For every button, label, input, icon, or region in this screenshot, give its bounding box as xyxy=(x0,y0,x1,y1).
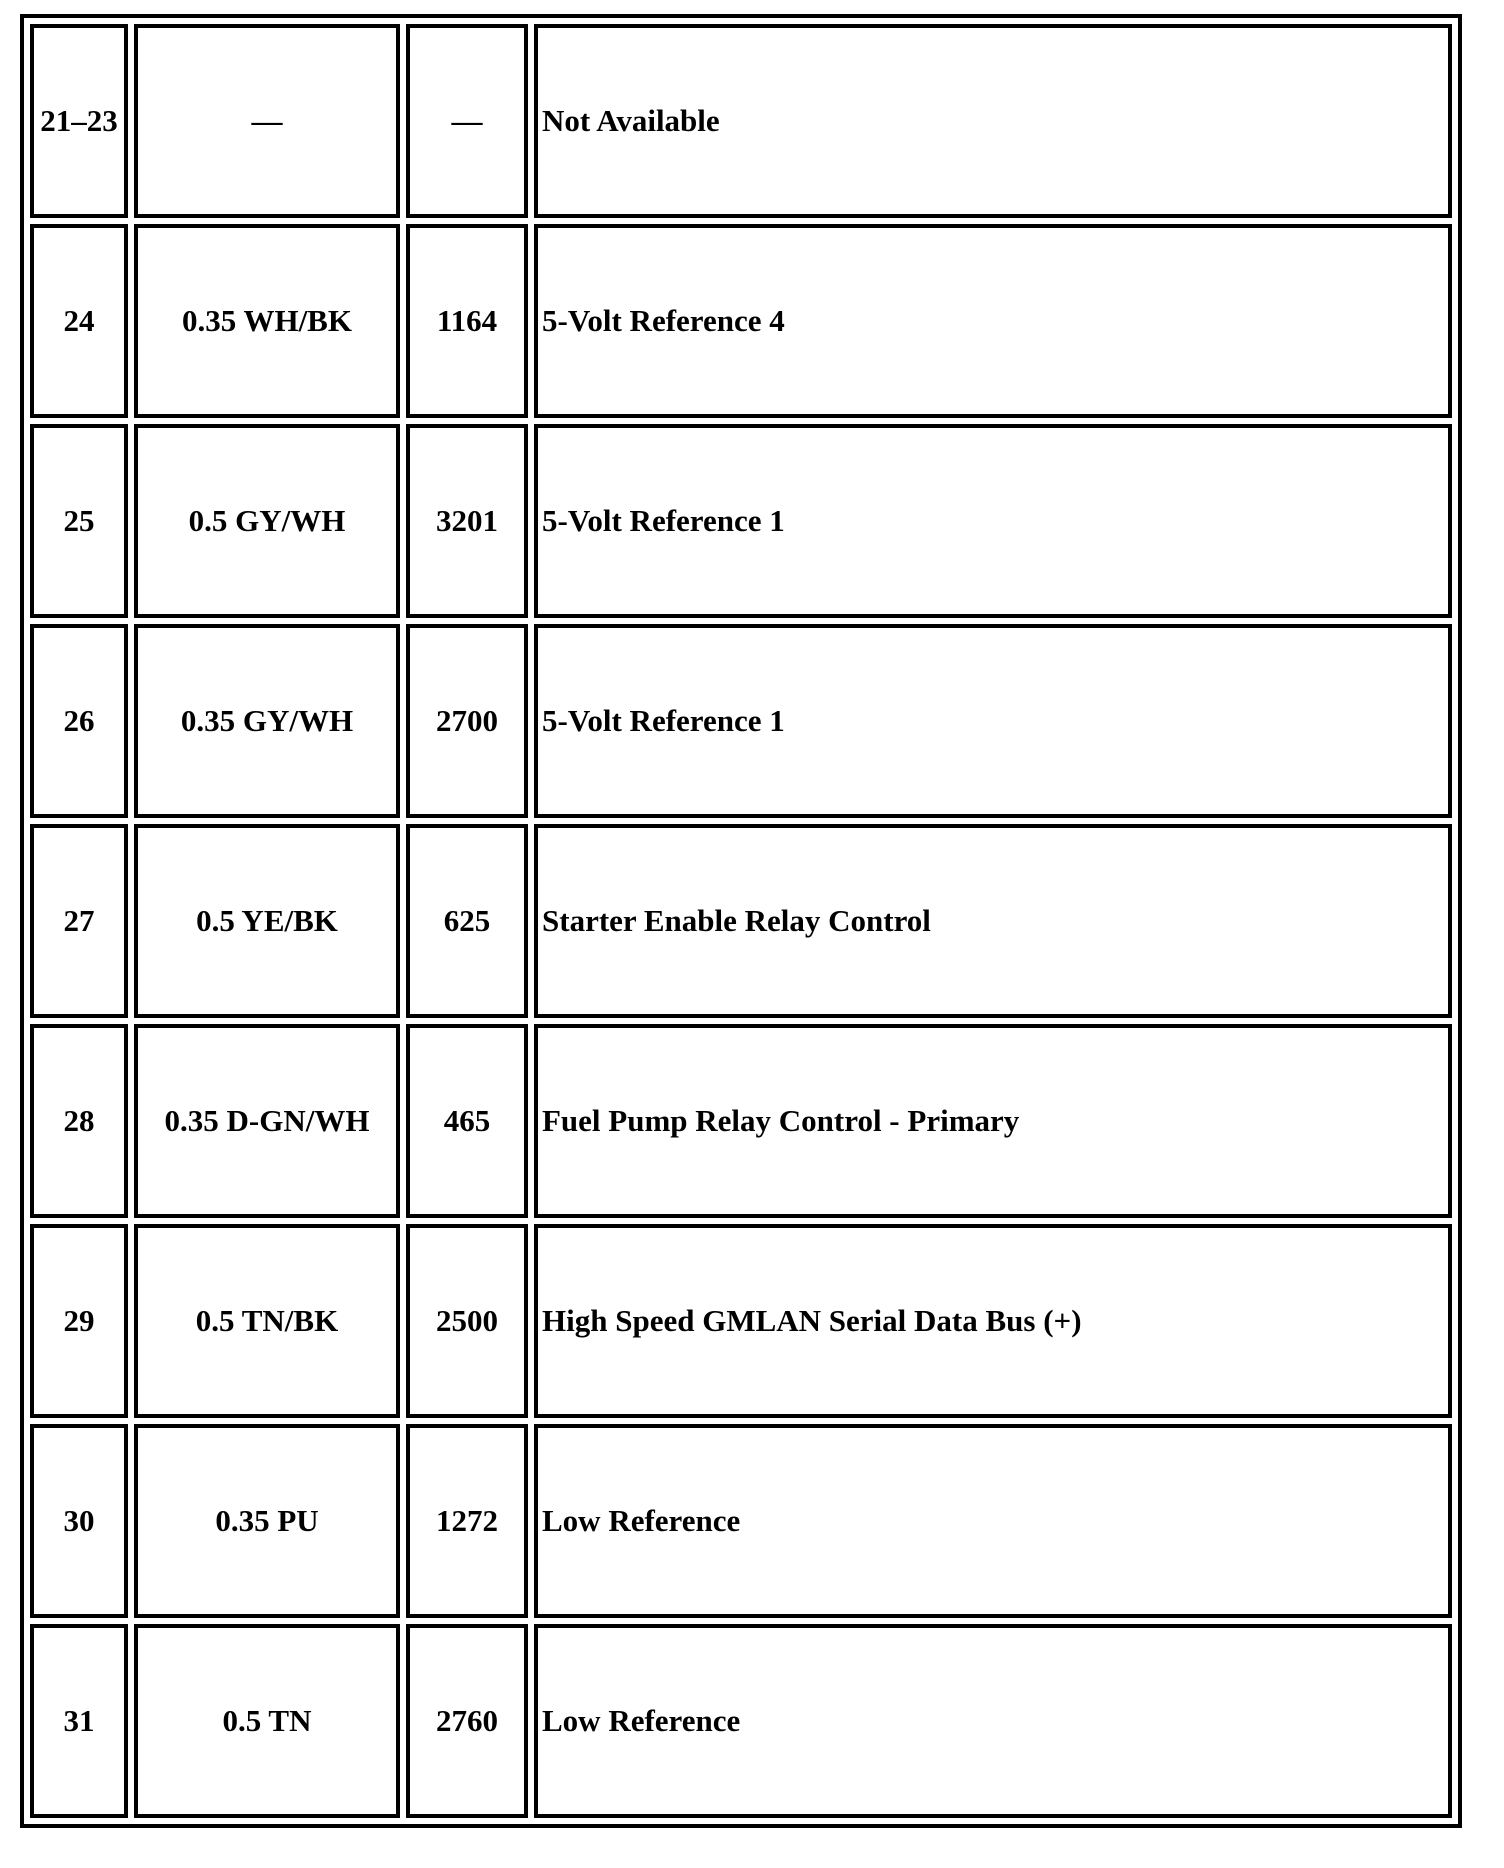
circuit-number-cell: 2500 xyxy=(406,1224,528,1418)
pin-cell: 31 xyxy=(30,1624,128,1818)
function-cell: High Speed GMLAN Serial Data Bus (+) xyxy=(534,1224,1452,1418)
function-cell: Low Reference xyxy=(534,1424,1452,1618)
function-cell: Not Available xyxy=(534,24,1452,218)
pin-cell: 24 xyxy=(30,224,128,418)
wire-color-cell: 0.35 D-GN/WH xyxy=(134,1024,400,1218)
wire-color-cell: 0.35 PU xyxy=(134,1424,400,1618)
pin-cell: 26 xyxy=(30,624,128,818)
wire-color-cell: — xyxy=(134,24,400,218)
pin-cell: 30 xyxy=(30,1424,128,1618)
function-cell: Starter Enable Relay Control xyxy=(534,824,1452,1018)
circuit-number-cell: 3201 xyxy=(406,424,528,618)
circuit-number-cell: 465 xyxy=(406,1024,528,1218)
function-cell: Low Reference xyxy=(534,1624,1452,1818)
function-cell: Fuel Pump Relay Control - Primary xyxy=(534,1024,1452,1218)
pin-table-body xyxy=(30,24,1452,1818)
function-cell: 5-Volt Reference 4 xyxy=(534,224,1452,418)
circuit-number-cell: 1272 xyxy=(406,1424,528,1618)
circuit-number-cell: — xyxy=(406,24,528,218)
table-row xyxy=(30,424,1452,618)
circuit-number-cell: 1164 xyxy=(406,224,528,418)
wire-color-cell: 0.35 WH/BK xyxy=(134,224,400,418)
pin-cell: 21–23 xyxy=(30,24,128,218)
pin-cell: 28 xyxy=(30,1024,128,1218)
table-row xyxy=(30,1224,1452,1418)
table-row xyxy=(30,224,1452,418)
pin-cell: 25 xyxy=(30,424,128,618)
table-row xyxy=(30,1024,1452,1218)
table-row xyxy=(30,1624,1452,1818)
wire-color-cell: 0.5 YE/BK xyxy=(134,824,400,1018)
pin-cell: 27 xyxy=(30,824,128,1018)
wire-color-cell: 0.5 TN/BK xyxy=(134,1224,400,1418)
wire-color-cell: 0.5 GY/WH xyxy=(134,424,400,618)
circuit-number-cell: 2700 xyxy=(406,624,528,818)
wire-color-cell: 0.5 TN xyxy=(134,1624,400,1818)
wire-color-cell: 0.35 GY/WH xyxy=(134,624,400,818)
table-row xyxy=(30,624,1452,818)
pin-cell: 29 xyxy=(30,1224,128,1418)
connector-pin-table xyxy=(20,14,1462,1828)
table-row xyxy=(30,1424,1452,1618)
function-cell: 5-Volt Reference 1 xyxy=(534,624,1452,818)
function-cell: 5-Volt Reference 1 xyxy=(534,424,1452,618)
table-row xyxy=(30,824,1452,1018)
circuit-number-cell: 625 xyxy=(406,824,528,1018)
circuit-number-cell: 2760 xyxy=(406,1624,528,1818)
table-row xyxy=(30,24,1452,218)
